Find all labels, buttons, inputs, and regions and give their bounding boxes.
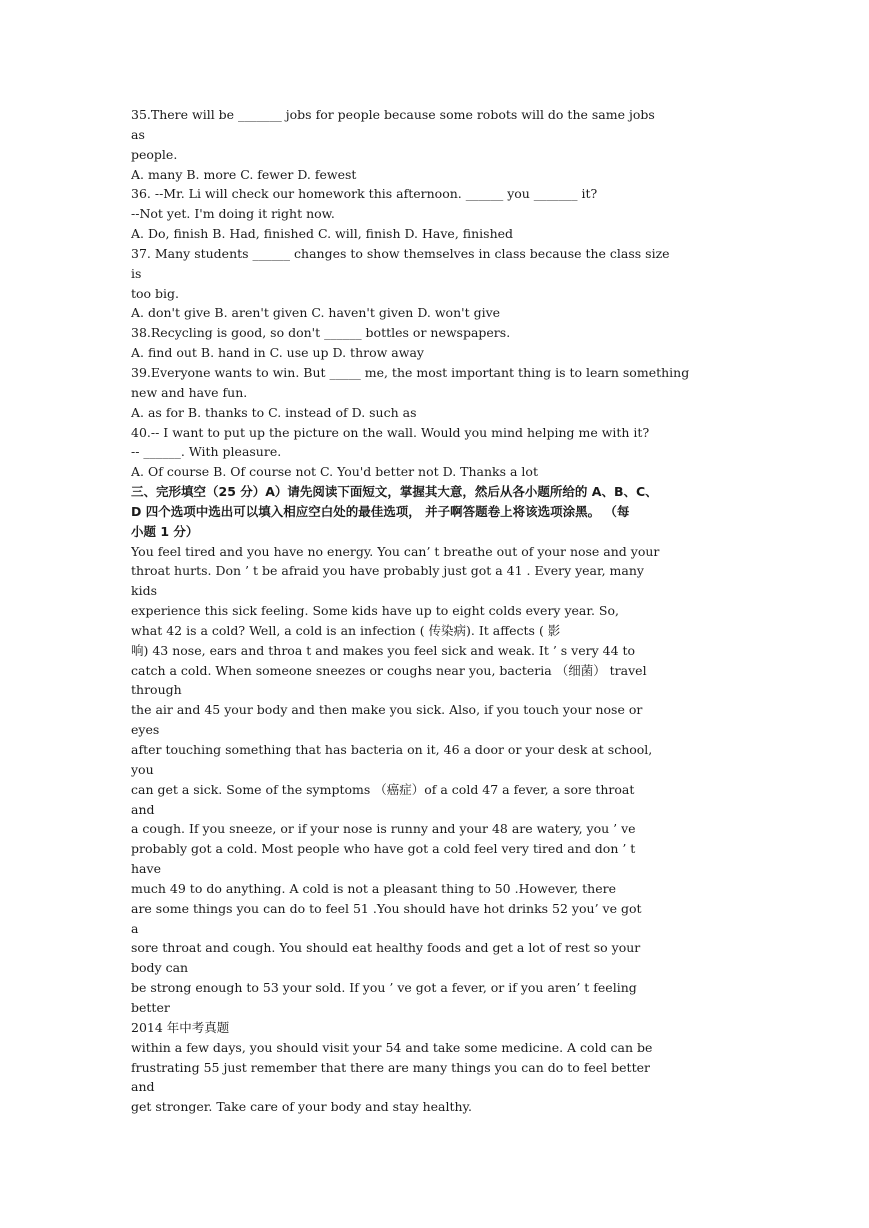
text-line: You feel tired and you have no energy. You can’ t breathe out of your nose and your bbox=[131, 543, 660, 559]
text-line: can get a sick. Some of the symptoms （癌症）of a cold 47 a fever, a sore throat bbox=[131, 781, 635, 797]
text-line: what 42 is a cold? Well, a cold is an infection ( 传染病). It affects ( 影 bbox=[131, 622, 561, 638]
text-line: much 49 to do anything. A cold is not a pleasant thing to 50 .However, there bbox=[131, 880, 616, 896]
text-line: within a few days, you should visit your 54 and take some medicine. A cold can be bbox=[131, 1039, 653, 1055]
text-line: 40.-- I want to put up the picture on the wall. Would you mind helping me with it? bbox=[131, 424, 650, 440]
text-line: and bbox=[131, 1079, 155, 1095]
text-line: people. bbox=[131, 146, 178, 162]
text-line: better bbox=[131, 999, 170, 1015]
text-line: 36. --Mr. Li will check our homework this afternoon. ______ you _______ it? bbox=[131, 186, 598, 202]
text-line: throat hurts. Don ’ t be afraid you have probably just got a 41 . Every year, many bbox=[131, 563, 644, 579]
text-line: have bbox=[131, 861, 161, 877]
document-page bbox=[131, 105, 741, 1117]
text-line: get stronger. Take care of your body and stay healthy. bbox=[131, 1099, 472, 1115]
text-line: sore throat and cough. You should eat healthy foods and get a lot of rest so your bbox=[131, 940, 641, 956]
text-line: body can bbox=[131, 960, 189, 976]
text-line: be strong enough to 53 your sold. If you ’ ve got a fever, or if you aren’ t feeling bbox=[131, 980, 637, 996]
text-line: --Not yet. I'm doing it right now. bbox=[131, 206, 335, 222]
text-line: A. find out B. hand in C. use up D. throw away bbox=[131, 345, 424, 361]
text-line: and bbox=[131, 801, 155, 817]
text-line: 37. Many students ______ changes to show themselves in class because the class size bbox=[131, 245, 670, 261]
text-line: kids bbox=[131, 583, 157, 599]
text-line: -- ______. With pleasure. bbox=[131, 444, 282, 460]
text-line: A. Do, finish B. Had, finished C. will, finish D. Have, finished bbox=[131, 226, 514, 242]
text-line: 39.Everyone wants to win. But _____ me, the most important thing is to learn something bbox=[131, 364, 690, 380]
text-line: is bbox=[131, 265, 142, 281]
text-line: after touching something that has bacteria on it, 46 a door or your desk at school, bbox=[131, 742, 653, 757]
text-line: the air and 45 your body and then make you sick. Also, if you touch your nose or bbox=[131, 702, 643, 718]
text-line: 响) 43 nose, ears and throa t and makes you feel sick and weak. It ’ s very 44 to bbox=[131, 642, 636, 658]
section-heading-line: 三、完形填空（25 分）A）请先阅读下面短文，掌握其大意，然后从各小题所给的 A、B、C、 bbox=[131, 484, 658, 500]
text-line: A. many B. more C. fewer D. fewest bbox=[131, 166, 357, 182]
text-line: probably got a cold. Most people who have got a cold feel very tired and don ’ t bbox=[131, 841, 636, 857]
text-line: catch a cold. When someone sneezes or coughs near you, bacteria （细菌） travel bbox=[131, 662, 647, 678]
text-line: as bbox=[131, 126, 145, 142]
text-line: you bbox=[131, 761, 154, 777]
text-line: a cough. If you sneeze, or if your nose is runny and your 48 are watery, you ’ ve bbox=[131, 821, 636, 837]
text-line: are some things you can do to feel 51 .You should have hot drinks 52 you’ ve got bbox=[131, 900, 642, 916]
text-line: a bbox=[131, 920, 139, 936]
text-line: eyes bbox=[131, 722, 160, 738]
text-line: experience this sick feeling. Some kids have up to eight colds every year. So, bbox=[131, 603, 619, 619]
text-line: A. don't give B. aren't given C. haven't given D. won't give bbox=[131, 305, 501, 321]
text-line: new and have fun. bbox=[131, 384, 248, 400]
text-line: A. as for B. thanks to C. instead of D. such as bbox=[131, 404, 417, 420]
text-line: too big. bbox=[131, 285, 180, 301]
text-line: frustrating 55 just remember that there are many things you can do to feel better bbox=[131, 1059, 650, 1075]
text-line: 38.Recycling is good, so don't ______ bottles or newspapers. bbox=[131, 325, 511, 341]
section-heading-line: D 四个选项中选出可以填入相应空白处的最佳选项， 并子啊答题卷上将该选项涂黑。 （每 bbox=[131, 503, 630, 519]
text-line: 35.There will be _______ jobs for people because some robots will do the same jobs bbox=[131, 107, 655, 122]
text-line: A. Of course B. Of course not C. You'd better not D. Thanks a lot bbox=[131, 464, 538, 480]
text-line: through bbox=[131, 682, 182, 698]
text-line: 2014 年中考真题 bbox=[131, 1019, 230, 1035]
section-heading-line: 小题 1 分） bbox=[131, 523, 199, 539]
